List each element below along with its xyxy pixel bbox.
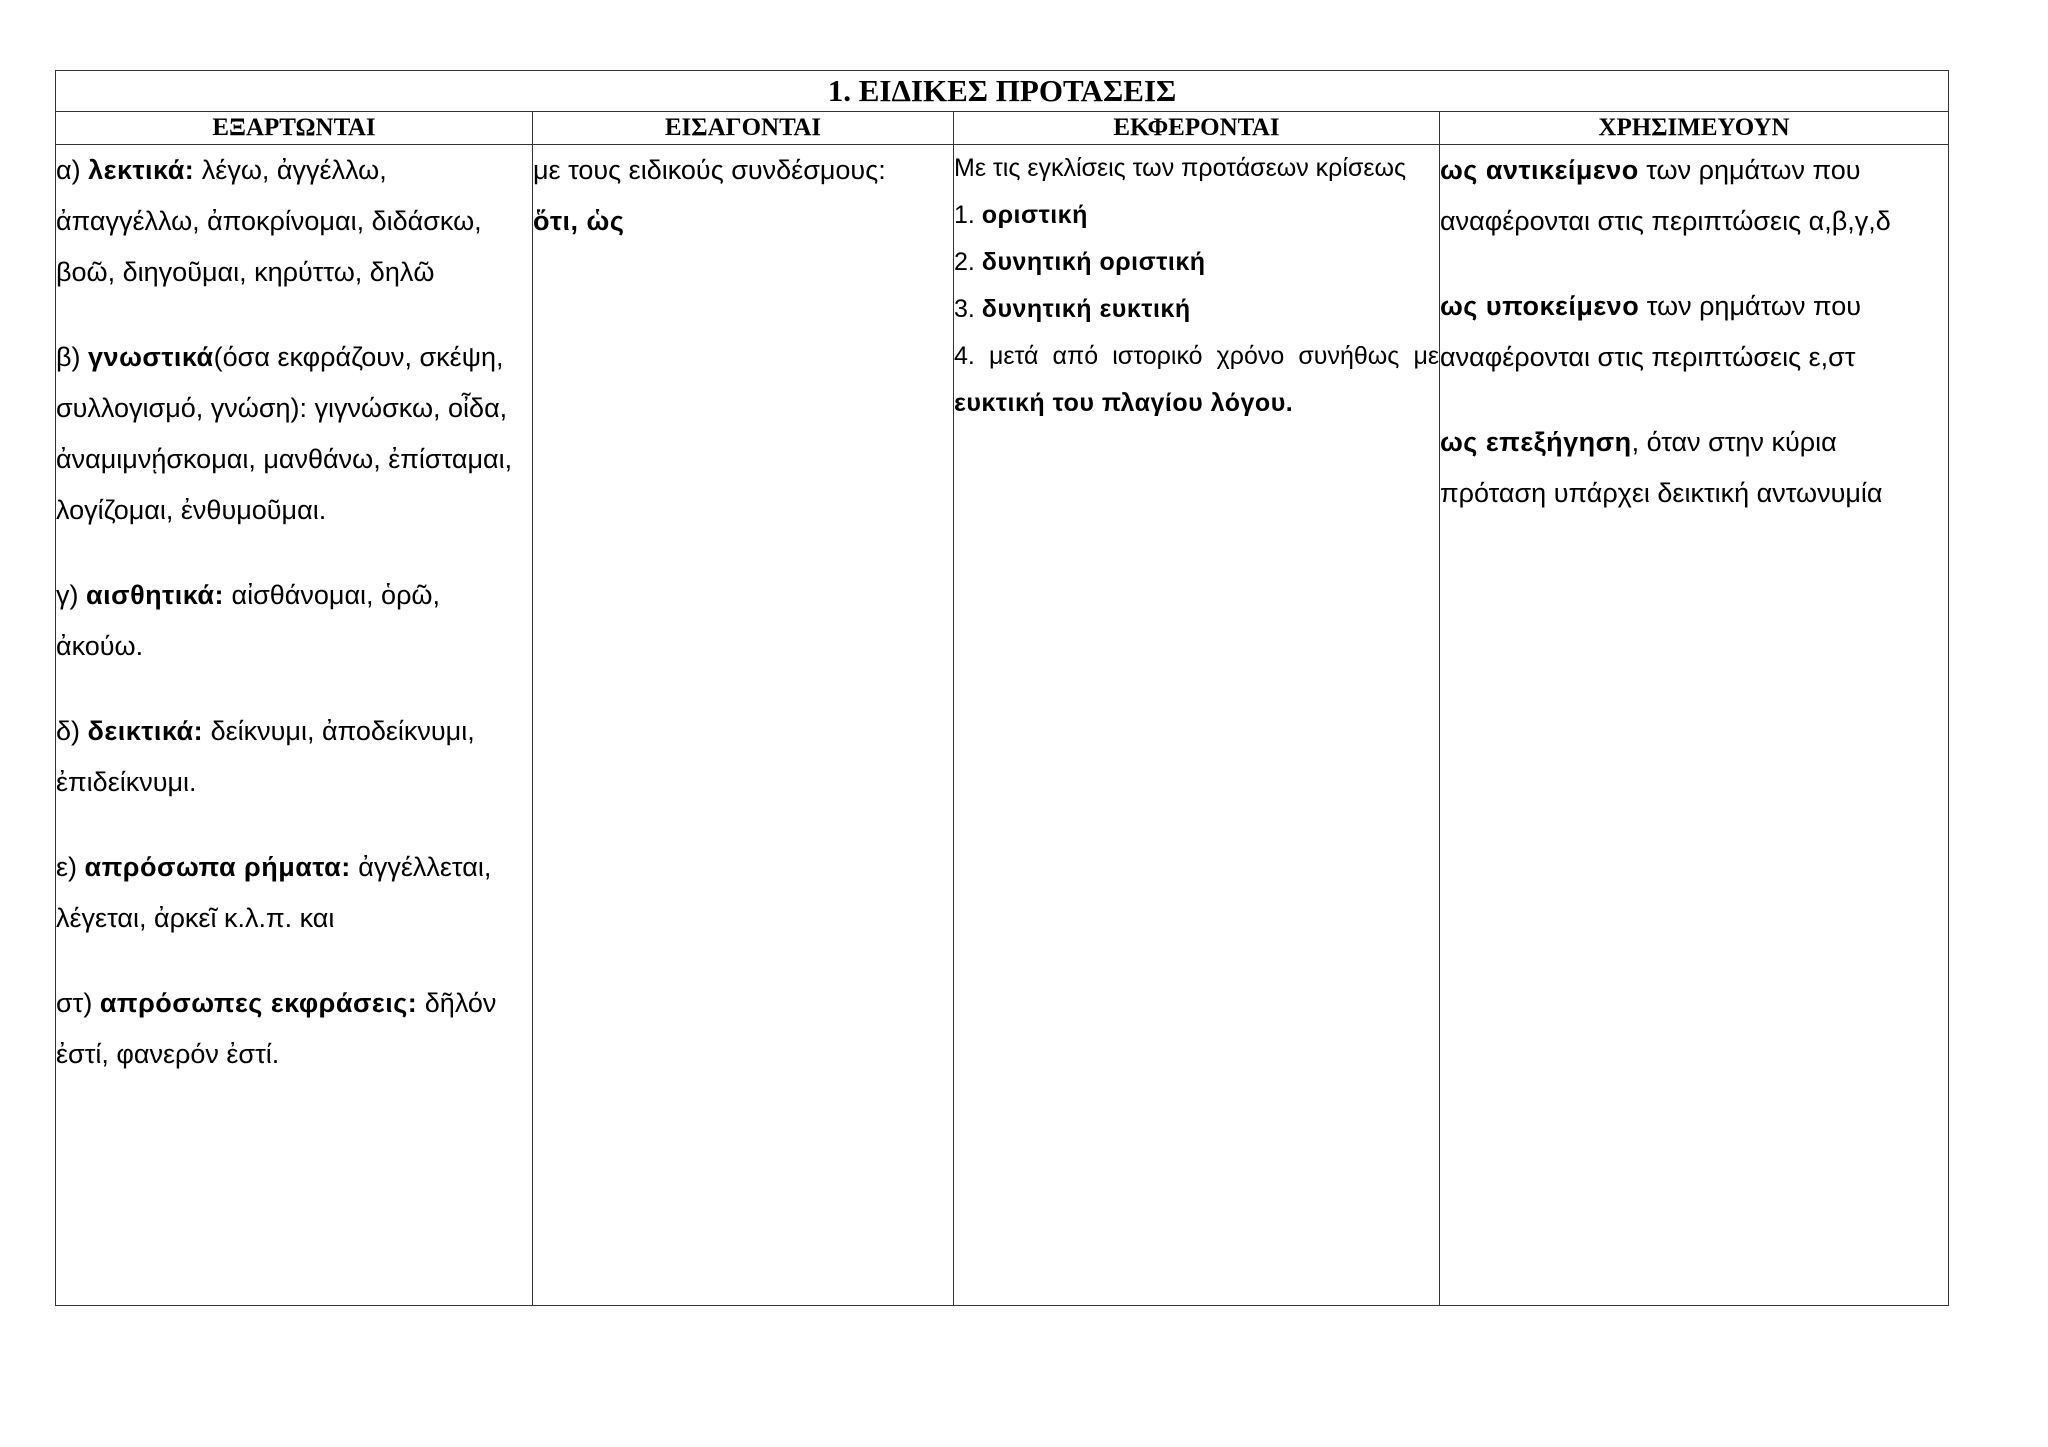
verb-group-gnostika: β) γνωστικά(όσα εκφράζουν, σκέψη, συλλογισμό, γνώση): γιγνώσκω, οἶδα, ἀναμιμνῄσκομαι, μανθάνω, ἐπίσταμαι, λογίζομαι, ἐνθυμοῦμαι. (56, 342, 513, 525)
header-ekferontai: ΕΚΦΕΡΟΝΤΑΙ (954, 112, 1440, 145)
mood-item: 2. δυνητική οριστική (954, 248, 1206, 276)
conjunctions-list: ὅτι, ὡς (533, 206, 625, 236)
verb-group-deiktika: δ) δεικτικά: δείκνυμι, ἀποδείκνυμι, ἐπιδείκνυμι. (56, 716, 475, 797)
conjunctions-intro: με τους ειδικούς συνδέσμους: (533, 155, 886, 185)
function-subject: ως υποκείμενο των ρημάτων που αναφέρονται στις περιπτώσεις ε,στ (1440, 291, 1862, 372)
functions-cell (1440, 145, 1949, 1306)
mood-item: 1. οριστική (954, 201, 1088, 229)
header-chrisimevoun: ΧΡΗΣΙΜΕΥΟΥΝ (1440, 112, 1949, 145)
verb-group-aprosopes: στ) απρόσωπες εκφράσεις: δῆλόν ἐστί, φανερόν ἐστί. (56, 988, 497, 1069)
moods-cell (954, 145, 1440, 1306)
grammar-table (55, 70, 1949, 1306)
moods-intro: Με τις εγκλίσεις των προτάσεων κρίσεως (954, 154, 1407, 182)
function-explanation: ως επεξήγηση, όταν στην κύρια πρόταση υπάρχει δεικτική αντωνυμία (1440, 427, 1883, 508)
verb-group-lektika: α) λεκτικά: λέγω, ἀγγέλλω, ἀπαγγέλλω, ἀποκρίνομαι, διδάσκω, βοῶ, διηγοῦμαι, κηρύττω, δηλῶ (56, 155, 482, 287)
header-exartontai: ΕΞΑΡΤΩΝΤΑΙ (56, 112, 533, 145)
verb-group-aprosopa: ε) απρόσωπα ρήματα: ἀγγέλλεται, λέγεται, ἀρκεῖ κ.λ.π. και (56, 852, 492, 933)
verbs-cell (56, 145, 533, 1306)
mood-item: 3. δυνητική ευκτική (954, 295, 1191, 323)
conjunctions-cell (533, 145, 954, 1306)
verb-group-aisthitika: γ) αισθητικά: αἰσθάνομαι, ὁρῶ, ἀκούω. (56, 580, 441, 661)
table-title: 1. ΕΙΔΙΚΕΣ ΠΡΟΤΑΣΕΙΣ (56, 71, 1949, 112)
header-eisagontai: ΕΙΣΑΓΟΝΤΑΙ (533, 112, 954, 145)
mood-item-4: 4. μετά από ιστορικό χρόνο συνήθως με ευκτική του πλαγίου λόγου. (954, 342, 1439, 417)
function-object: ως αντικείμενο των ρημάτων που αναφέρονται στις περιπτώσεις α,β,γ,δ (1440, 155, 1891, 236)
